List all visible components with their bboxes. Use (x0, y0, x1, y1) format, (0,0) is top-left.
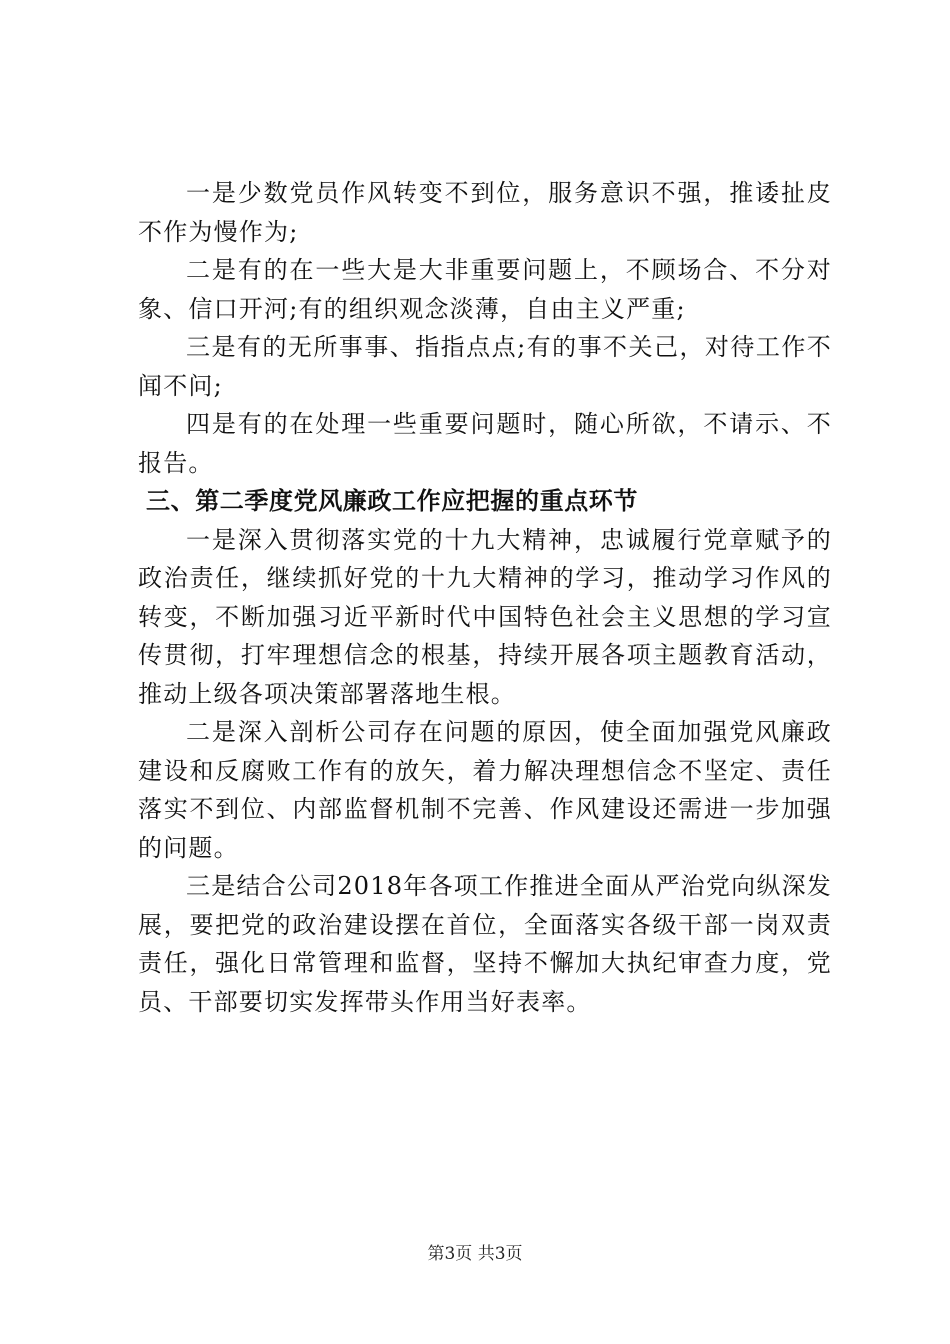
paragraph-focus-3: 三是结合公司2018年各项工作推进全面从严治党向纵深发展，要把党的政治建设摆在首位，全面落实各级干部一岗双责责任，强化日常管理和监督，坚持不懈加大执纪审查力度，党员、干部要切实发挥带头作用当好表率。 (138, 872, 832, 1016)
paragraph-problem-1: 一是少数党员作风转变不到位，服务意识不强，推诿扯皮不作为慢作为; (138, 179, 832, 246)
paragraph-focus-1: 一是深入贯彻落实党的十九大精神，忠诚履行党章赋予的政治责任，继续抓好党的十九大精神的学习，推动学习作风的转变，不断加强习近平新时代中国特色社会主义思想的学习宣传贯彻，打牢理想信念的根基，持续开展各项主题教育活动，推动上级各项决策部署落地生根。 (138, 525, 832, 708)
page-footer (0, 1243, 950, 1265)
paragraph-problem-2: 二是有的在一些大是大非重要问题上，不顾场合、不分对象、信口开河;有的组织观念淡薄，自由主义严重; (138, 256, 832, 323)
paragraph-focus-2: 二是深入剖析公司存在问题的原因，使全面加强党风廉政建设和反腐败工作有的放矢，着力解决理想信念不坚定、责任落实不到位、内部监督机制不完善、作风建设还需进一步加强的问题。 (138, 718, 832, 862)
paragraph-problem-4: 四是有的在处理一些重要问题时，随心所欲，不请示、不报告。 (138, 410, 832, 477)
page-number-label: 第3页 共3页 (427, 1244, 523, 1264)
section-heading: 三、第二季度党风廉政工作应把握的重点环节 (146, 487, 638, 515)
paragraph-problem-3: 三是有的无所事事、指指点点;有的事不关己，对待工作不闻不问; (138, 333, 832, 400)
document-body (138, 174, 832, 1021)
